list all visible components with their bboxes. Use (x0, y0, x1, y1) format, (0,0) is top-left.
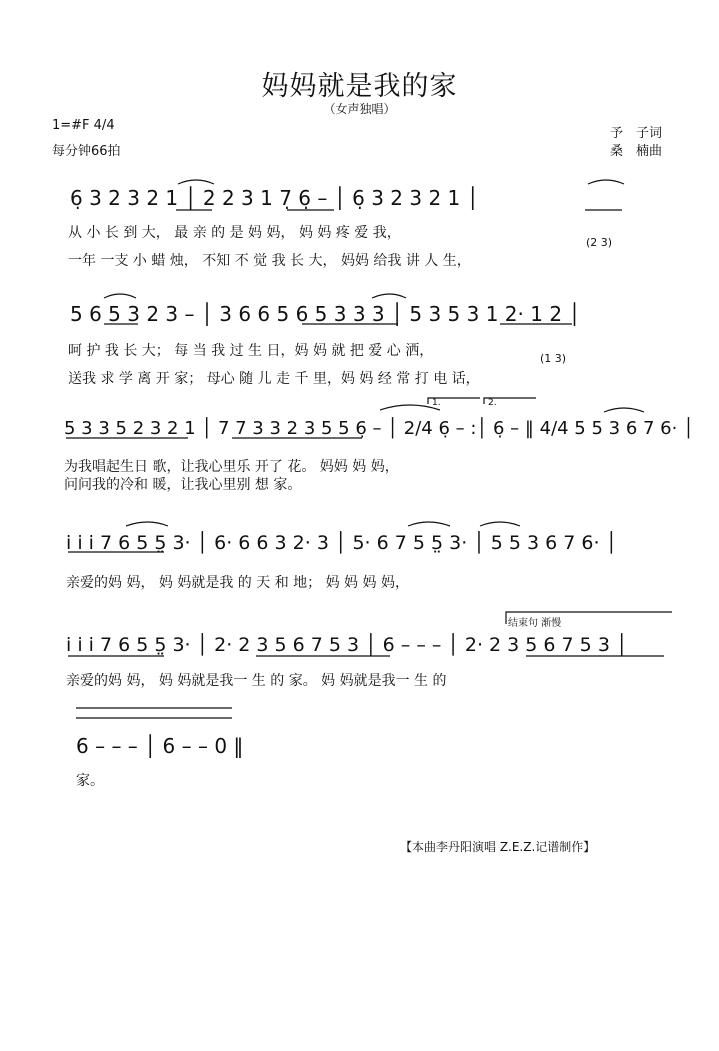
footer-credit: 【本曲李丹阳演唱 Z.E.Z.记谱制作】 (400, 840, 596, 854)
lyrics-system-1-verse-2: 一年 一支 小 蜡 烛， 不知 不 觉 我 长 大， 妈妈 给我 讲 人 生， (68, 253, 471, 269)
lyrics-system-3-verse-1: 为我唱起生日 歌，让我心里乐 开了 花。 妈妈 妈 妈， (64, 459, 399, 475)
notes-system-4: i i i 7 6 5 5̤ 3· │ 6· 6 6 3 2· 3 │ 5· 6 7 5 5̤ 3· │ 5 5 3 6 7 6· │ (66, 532, 618, 554)
alt-notes-2: (1 3) (540, 352, 567, 365)
tempo: 每分钟66拍 (52, 144, 121, 159)
lyrics-system-2-verse-2: 送我 求 学 离 开 家； 母心 随 儿 走 千 里，妈 妈 经 常 打 电 话， (68, 371, 480, 387)
lyrics-system-2-verse-1: 呵 护 我 长 大； 每 当 我 过 生 日，妈 妈 就 把 爱 心 洒， (68, 343, 434, 359)
lyrics-system-1-verse-1: 从 小 长 到 大， 最 亲 的 是 妈 妈， 妈 妈 疼 爱 我， (68, 225, 401, 241)
lyrics-system-4: 亲爱的妈 妈， 妈 妈就是我 的 天 和 地； 妈 妈 妈 妈， (66, 575, 409, 591)
alt-notes-1: (2 3) (586, 236, 613, 249)
lyricist: 予 子词 (610, 126, 663, 141)
composer: 桑 楠曲 (610, 144, 663, 159)
notes-system-1: 6̣ 3 2 3 2 1 │ 2 2 3 1 7̣ 6̣ – │ 6̣ 3 2 3 2 1 │ (70, 186, 479, 210)
notes-system-6: 6 – – – │ 6 – – 0 ‖ (76, 734, 244, 758)
lyrics-system-3-verse-2: 问问我的冷和 暖，让我心里别 想 家。 (64, 477, 302, 493)
notes-system-2: 5 6 5 3 2 3 – │ 3 6 6 5 6 5 3 3 3 │ 5 3 5 3 1 2· 1 2 │ (70, 302, 581, 326)
lyrics-system-6: 家。 (76, 773, 104, 789)
volta-2-label: 2. (488, 398, 497, 408)
notes-system-3: 5 3 3 5 2 3 2 1 │ 7 7 3 3 2 3 5 5 6̣ – │ 2/4 6̣ – :│ 6̣ – ‖ 4/4 5 5 3 6 7 6· │ (64, 418, 694, 439)
subtitle: （女声独唱） (323, 102, 396, 116)
key-signature: 1=#F 4/4 (52, 118, 115, 133)
volta-1-label: 1. (432, 398, 441, 408)
page-title: 妈妈就是我的家 (261, 71, 458, 102)
ending-instruction: 结束句 渐慢 (508, 618, 562, 629)
notes-system-5: i i i 7 6 5 5̤ 3· │ 2· 2 3 5 6 7 5 3 │ 6 – – – │ 2· 2 3 5 6 7 5 3 │ (66, 634, 628, 656)
lyrics-system-5: 亲爱的妈 妈， 妈 妈就是我一 生 的 家。 妈 妈就是我一 生 的 (66, 673, 447, 689)
